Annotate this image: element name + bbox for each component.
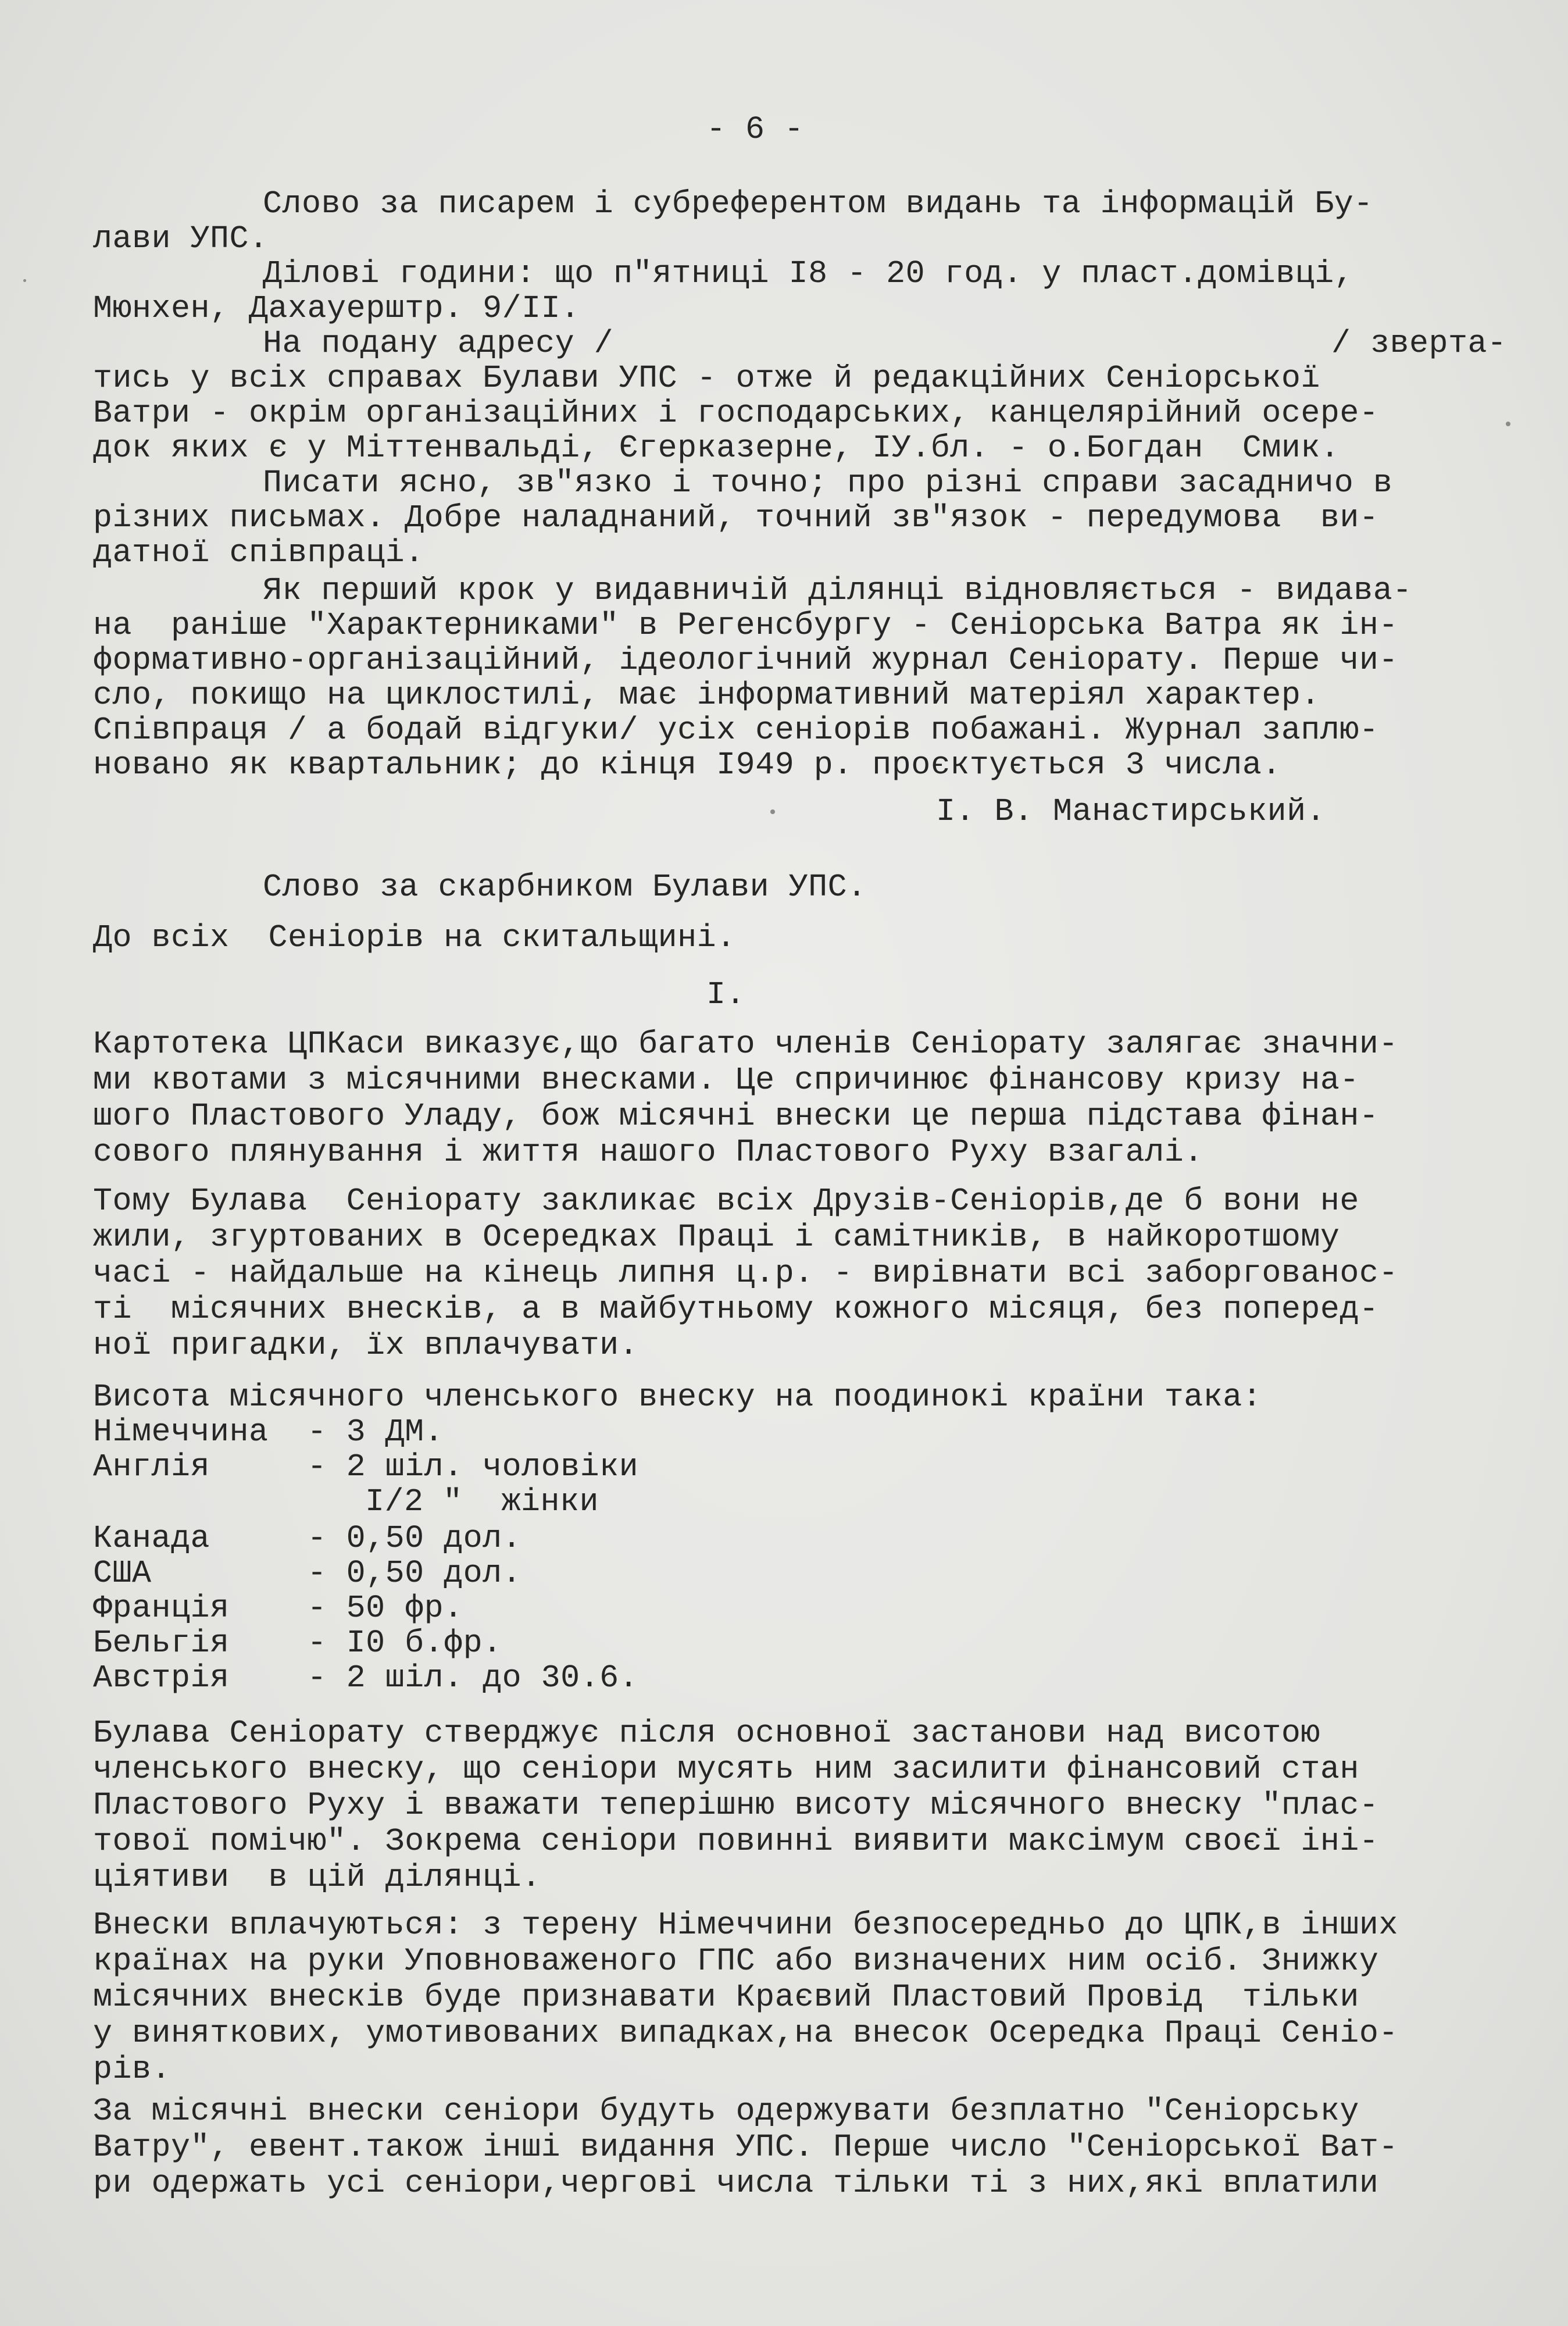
text-line: часі - найдальше на кінець липня ц.р. - вирівнати всі заборгованос- <box>93 1255 1398 1292</box>
paper-speck <box>23 279 26 282</box>
text-line: Ватру", евент.також інші видання УПС. Перше число "Сеніорської Ват- <box>93 2129 1398 2166</box>
text-line: місячних внесків буде признавати Краєвий Пластовий Провід тільки <box>93 1979 1359 2015</box>
text-line: ми квотами з місячними внесками. Це спричинює фінансову кризу на- <box>93 1062 1359 1098</box>
fee-row: Франція - 50 фр. <box>93 1590 463 1626</box>
text-line: Як перший крок у видавничій ділянці відновляється - видава- <box>263 572 1412 609</box>
text-line: На подану адресу / <box>263 325 614 362</box>
section-number: І. <box>706 976 746 1013</box>
text-line: сового плянування і життя нашого Пластового Руху взагалі. <box>93 1134 1203 1171</box>
text-line: Булава Сеніорату стверджує після основної застанови над висотою <box>93 1715 1320 1751</box>
text-line: на раніше "Характерниками" в Регенсбургу - Сеніорська Ватра як ін- <box>93 607 1398 644</box>
text-line: країнах на руки Уповноваженого ГПС або визначених ним осіб. Знижку <box>93 1943 1379 1979</box>
text-line: Співпраця / а бодай відгуки/ усіх сеніорів побажані. Журнал заплю- <box>93 712 1379 748</box>
text-line: Ділові години: що п"ятниці I8 - 20 год. у пласт.домівці, <box>263 255 1354 292</box>
text-line: членського внеску, що сеніори мусять ним засилити фінансовий стан <box>93 1751 1359 1788</box>
text-line: датної співпраці. <box>93 534 424 571</box>
paper-speck <box>1506 422 1510 426</box>
signature-name: І. В. Манастирський. <box>936 793 1326 830</box>
text-line: тової помічю". Зокрема сеніори повинні виявити максімум своєї іні- <box>93 1823 1379 1860</box>
text-line: у виняткових, умотивованих випадках,на внесок Осередка Праці Сеніо- <box>93 2015 1398 2052</box>
text-line: шого Пластового Уладу, бож місячні внески це перша підстава фінан- <box>93 1098 1379 1135</box>
fee-row: I/2 " жінки <box>365 1483 599 1520</box>
text-line: сло, покищо на циклостилі, має інформативний матеріял характер. <box>93 677 1320 714</box>
salutation: До всіх Сеніорів на скитальщині. <box>93 919 736 956</box>
paper-speck <box>770 809 775 814</box>
text-line: док яких є у Міттенвальді, Єгерказерне, IУ.бл. - о.Богдан Смик. <box>93 430 1340 466</box>
text-line: / зверта- <box>1331 325 1507 362</box>
text-line: Писати ясно, зв"язко і точно; про різні справи засадничо в <box>263 465 1393 501</box>
text-line: ціятиви в цій ділянці. <box>93 1859 541 1896</box>
text-line: різних письмах. Добре наладнаний, точний зв"язок - передумова ви- <box>93 500 1379 536</box>
text-line: Мюнхен, Дахауерштр. 9/II. <box>93 290 580 327</box>
text-line: Слово за писарем і субреферентом видань та інформацій Бу- <box>263 185 1373 222</box>
text-line: новано як квартальник; до кінця I949 р. проєктується 3 числа. <box>93 747 1281 783</box>
text-line: Висота місячного членського внеску на поодинокі країни така: <box>93 1379 1262 1415</box>
text-line: Ватри - окрім організаційних і господарських, канцелярійний осере- <box>93 395 1379 431</box>
text-line: рів. <box>93 2051 172 2088</box>
fee-row: Бельгія - I0 б.фр. <box>93 1625 502 1661</box>
section-heading: Слово за скарбником Булави УПС. <box>263 869 867 905</box>
page-number: - 6 - <box>706 111 804 148</box>
text-line: ри одержать усі сеніори,чергові числа тільки ті з них,які вплатили <box>93 2165 1379 2202</box>
text-line: ті місячних внесків, а в майбутньому кожного місяця, без поперед- <box>93 1291 1379 1328</box>
fee-row: Австрія - 2 шіл. до 30.6. <box>93 1660 639 1696</box>
text-line: Тому Булава Сеніорату закликає всіх Друзів-Сеніорів,де б вони не <box>93 1183 1359 1219</box>
text-line: Картотека ЦПКаси виказує,що багато членів Сеніорату залягає значни- <box>93 1026 1398 1062</box>
fee-row: Німеччина - 3 ДМ. <box>93 1414 444 1450</box>
text-line: Пластового Руху і вважати теперішню висоту місячного внеску "плас- <box>93 1787 1379 1824</box>
fee-row: Канада - 0,50 дол. <box>93 1520 522 1557</box>
text-line: Внески вплачуються: з терену Німеччини безпосередньо до ЦПК,в інших <box>93 1907 1398 1943</box>
text-line: формативно-організаційний, ідеологічний журнал Сеніорату. Перше чи- <box>93 642 1398 679</box>
text-line: лави УПС. <box>93 220 269 257</box>
fee-row: Англія - 2 шіл. чоловіки <box>93 1449 639 1485</box>
text-line: ної пригадки, їх вплачувати. <box>93 1327 639 1364</box>
text-line: За місячні внески сеніори будуть одержувати безплатно "Сеніорську <box>93 2093 1359 2129</box>
text-line: жили, згуртованих в Осередках Праці і самітників, в найкоротшому <box>93 1219 1340 1255</box>
fee-row: США - 0,50 дол. <box>93 1555 522 1592</box>
text-line: тись у всіх справах Булави УПС - отже й редакційних Сеніорської <box>93 360 1320 397</box>
